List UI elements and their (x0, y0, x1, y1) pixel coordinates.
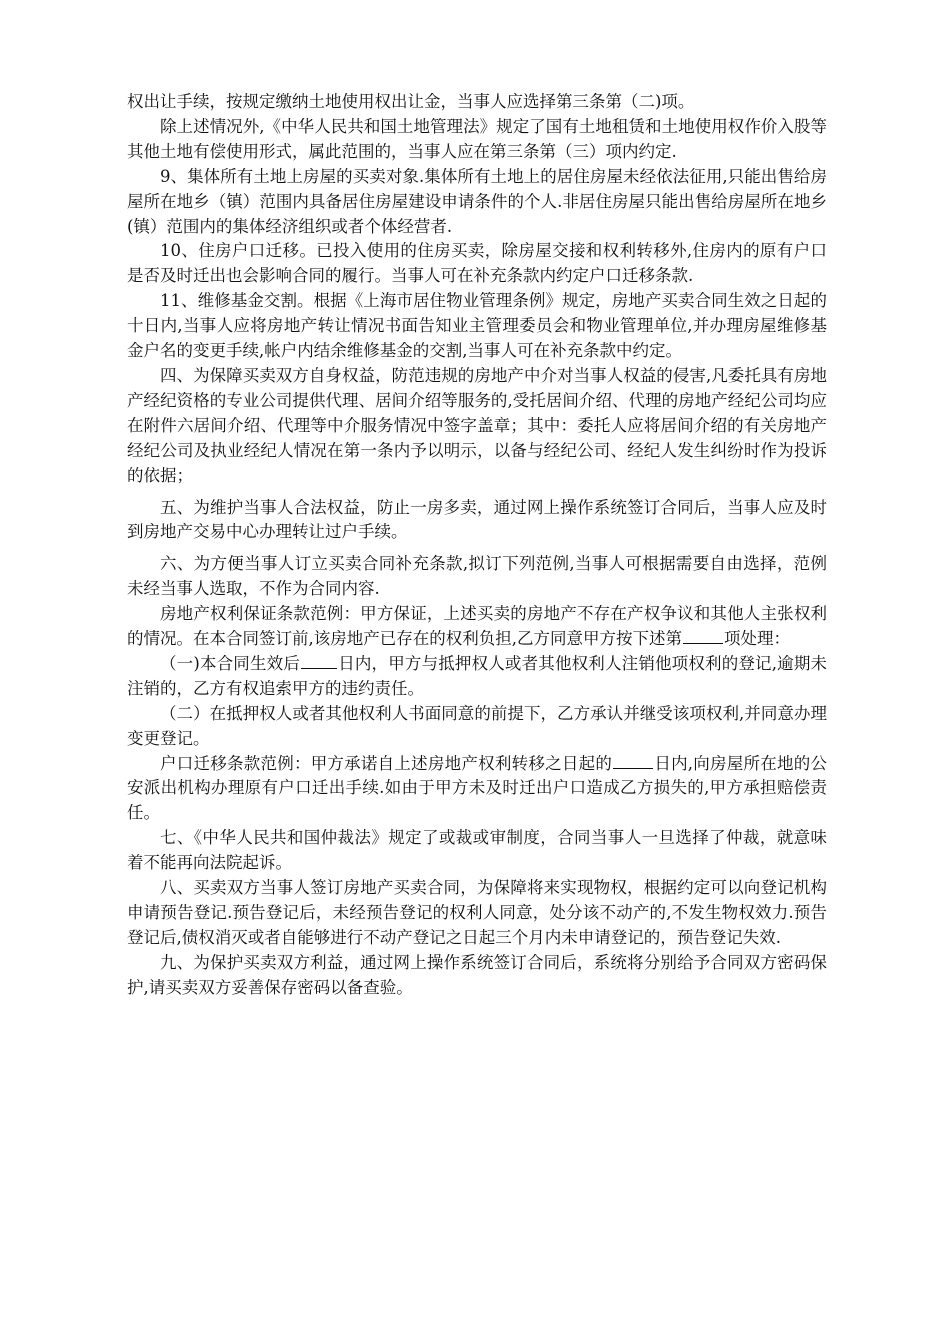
paragraph-9-collective-land: 9、集体所有土地上房屋的买卖对象.集体所有土地上的居住房屋未经依法征用,只能出售给房屋所在地乡（镇）范围内具备居住房屋建设申请条件的个人.非居住房屋只能出售给房屋所在地乡(镇）范围内的集体经济组织或者个体经营者. (127, 166, 827, 236)
paragraph-7-arbitration: 七、《中华人民共和国仲裁法》规定了或裁或审制度，合同当事人一旦选择了仲裁，就意味着不能再向法院起诉。 (127, 828, 827, 873)
days-blank (301, 668, 337, 669)
paragraph-land-use-forms: 除上述情况外,《中华人民共和国土地管理法》规定了国有土地租赁和土地使用权作价入股等其他土地有偿使用形式，属此范围的，当事人应在第三条第（三）项内约定. (127, 116, 827, 161)
paragraph-household-migration-example (127, 752, 827, 827)
paragraph-option-two: （二）在抵押权人或者其他权利人书面同意的前提下，乙方承认并继受该项权利,并同意办理变更登记。 (127, 703, 827, 748)
option-one-tail: 日内，甲方与抵押权人或者其他权利人注销他项权利的登记,逾期未注销的，乙方有权追索甲方的违约责任。 (127, 653, 828, 698)
paragraph-8-advance-registration: 八、买卖双方当事人签订房地产买卖合同，为保障将来实现物权，根据约定可以向登记机构申请预告登记.预告登记后，未经预告登记的权利人同意，处分该不动产的,不发生物权效力.预告登记后,债权消灭或者自能够进行不动产登记之日起三个月内未申请登记的，预告登记失效. (127, 878, 827, 947)
item-number-blank (683, 643, 723, 644)
paragraph-11-maintenance-fund: 11、维修基金交割。根据《上海市居住物业管理条例》规定，房地产买卖合同生效之日起的十日内,当事人应将房地产转让情况书面告知业主管理委员会和物业管理单位,并办理房屋维修基金户名的变更手续,帐户内结余维修基金的交割,当事人可在补充条款中约定。 (127, 291, 827, 361)
paragraph-continued-clause: 权出让手续，按规定缴纳土地使用权出让金，当事人应选择第三条第（二)项。 (127, 92, 695, 111)
paragraph-option-one (127, 652, 827, 702)
paragraph-6-supplementary-clauses: 六、为方便当事人订立买卖合同补充条款,拟订下列范例,当事人可根据需要自由选择，范例未经当事人选取，不作为合同内容. (127, 554, 827, 599)
paragraph-5-online-contract: 五、为维护当事人合法权益，防止一房多卖，通过网上操作系统签订合同后，当事人应及时到房地产交易中心办理转让过户手续。 (127, 497, 827, 542)
household-migration-tail: 日内,向房屋所在地的公安派出机构办理原有户口迁出手续.如由于甲方未及时迁出户口造成乙方损失的,甲方承担赔偿责任。 (127, 753, 828, 823)
rights-guarantee-text: 房地产权利保证条款范例：甲方保证，上述买卖的房地产不存在产权争议和其他人主张权利的情况。在本合同签订前,该房地产已存在的权利负担,乙方同意甲方按下述第 (127, 604, 827, 649)
paragraph-10-household-registration: 10、住房户口迁移。已投入使用的住房买卖，除房屋交接和权利转移外,住房内的原有户口是否及时迁出也会影响合同的履行。当事人可在补充条款内约定户口迁移条款. (127, 241, 827, 286)
paragraph-4-agency-protection: 四、为保障买卖双方自身权益，防范违规的房地产中介对当事人权益的侵害,凡委托具有房地产经纪资格的专业公司提供代理、居间介绍等服务的,受托居间介绍、代理的房地产经纪公司均应在附件六居间介绍、代理等中介服务情况中签字盖章；其中：委托人应将居间介绍的有关房地产经纪公司及执业经纪人情况在第一条内予以明示，以备与经纪公司、经纪人发生纠纷时作为投诉的依据； (127, 365, 827, 485)
migration-days-blank (613, 768, 653, 769)
household-migration-text: 户口迁移条款范例：甲方承诺自上述房地产权利转移之日起的 (160, 753, 613, 773)
option-one-text: （一)本合同生效后 (160, 653, 301, 673)
paragraph-rights-guarantee-example (127, 602, 827, 652)
document-page (127, 90, 827, 1001)
paragraph-9-password-protection: 九、为保护买卖双方利益，通过网上操作系统签订合同后，系统将分别给予合同双方密码保护,请买卖双方妥善保存密码以备查验。 (127, 952, 827, 997)
rights-guarantee-tail: 项处理： (724, 629, 790, 649)
